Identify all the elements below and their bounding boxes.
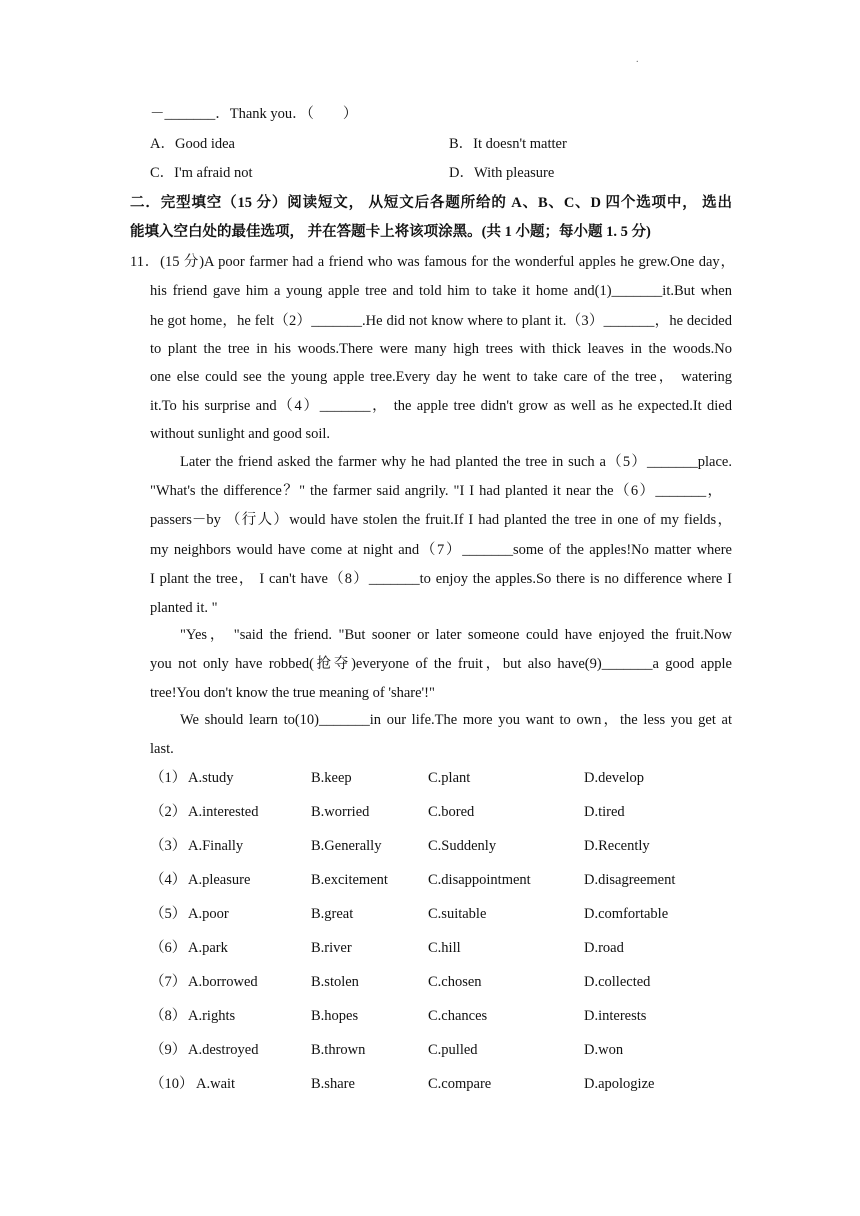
option-b: B.hopes: [311, 1008, 359, 1024]
option-c: C.bored: [428, 804, 475, 820]
passage-line: he got home，he felt（2）_______.He did not know where to plant it.（3）_______，he decided: [150, 313, 732, 329]
option-d: D.apologize: [584, 1076, 655, 1092]
passage-line: planted it. ": [150, 600, 218, 616]
option-a: A.poor: [188, 906, 229, 922]
option-number: （7）: [150, 974, 187, 990]
option-c: C.disappointment: [428, 872, 531, 888]
option-d: D.Recently: [584, 838, 650, 854]
option-a: A.wait: [196, 1076, 236, 1092]
option-a: A.destroyed: [188, 1042, 259, 1058]
option-b: B.great: [311, 906, 354, 922]
option-c: C.pulled: [428, 1042, 478, 1058]
option-a: A.Finally: [188, 838, 244, 854]
passage-line: last.: [150, 741, 174, 757]
passage-line: "What's the difference？" the farmer said angrily. "I I had planted it near the（6）_______，: [150, 483, 722, 499]
option-d: D.tired: [584, 804, 625, 820]
passage-line: my neighbors would have come at night and（7）_______some of the apples!No matter where: [150, 542, 732, 558]
option-number: （2）: [150, 804, 187, 820]
option-a: A.interested: [188, 804, 259, 820]
passage-line: to plant the tree in his woods.There were many high trees with thick leaves in the woods.No: [150, 341, 732, 357]
passage-line: I plant the tree， I can't have（8）_______to enjoy the apples.So there is no difference where I: [150, 571, 732, 587]
option-c: C.plant: [428, 770, 471, 786]
option-d: D.collected: [584, 974, 651, 990]
option-c: C.hill: [428, 940, 461, 956]
option-c: C.suitable: [428, 906, 487, 922]
passage-line: "Yes， "said the friend. "But sooner or later someone could have enjoyed the fruit.Now: [180, 627, 732, 643]
option-number: （8）: [150, 1008, 187, 1024]
q10-option-c: C．I'm afraid not: [150, 165, 253, 181]
option-number: （1）: [150, 770, 187, 786]
passage-line: Later the friend asked the farmer why he had planted the tree in such a（5）_______place.: [180, 454, 732, 470]
passage-line: without sunlight and good soil.: [150, 426, 331, 442]
option-b: B.river: [311, 940, 352, 956]
option-a: A.rights: [188, 1008, 236, 1024]
passage-line: his friend gave him a young apple tree and told him to take it home and(1)_______it.But when: [150, 283, 732, 299]
passage-line: you not only have robbed(抢夺)everyone of the fruit，but also have(9)_______a good apple: [150, 656, 732, 672]
option-c: C.compare: [428, 1076, 492, 1092]
option-number: （3）: [150, 838, 187, 854]
option-b: B.thrown: [311, 1042, 366, 1058]
option-d: D.comfortable: [584, 906, 669, 922]
option-d: D.interests: [584, 1008, 647, 1024]
option-c: C.chances: [428, 1008, 488, 1024]
passage-line: passers－by （行人）would have stolen the fruit.If I had planted the tree in one of my fields，: [150, 512, 732, 528]
option-b: B.excitement: [311, 872, 388, 888]
option-number: （9）: [150, 1042, 187, 1058]
page-marker: .: [636, 54, 639, 65]
option-d: D.disagreement: [584, 872, 676, 888]
option-a: A.pleasure: [188, 872, 251, 888]
passage-line: tree!You don't know the true meaning of 'share'!": [150, 685, 435, 701]
option-d: D.won: [584, 1042, 624, 1058]
option-number: （4）: [150, 872, 187, 888]
option-d: D.road: [584, 940, 624, 956]
q10-prompt: －_______．Thank you．（ ）: [150, 106, 358, 122]
passage-line: it.To his surprise and（4）_______， the apple tree didn't grow as well as he expected.It died: [150, 398, 732, 414]
option-a: A.study: [188, 770, 234, 786]
passage-line: one else could see the young apple tree.Every day he went to take care of the tree， watering: [150, 369, 732, 385]
option-a: A.borrowed: [188, 974, 258, 990]
option-b: B.keep: [311, 770, 352, 786]
option-b: B.share: [311, 1076, 355, 1092]
option-b: B.worried: [311, 804, 370, 820]
option-b: B.stolen: [311, 974, 359, 990]
q10-option-b: B．It doesn't matter: [449, 136, 567, 152]
option-c: C.Suddenly: [428, 838, 497, 854]
option-c: C.chosen: [428, 974, 482, 990]
section-heading-line-2: 能填入空白处的最佳选项， 并在答题卡上将该项涂黑。(共 1 小题；每小题 1. 5 分): [130, 224, 651, 240]
option-number: （6）: [150, 940, 187, 956]
section-heading-line-1: 二．完型填空（15 分）阅读短文， 从短文后各题所给的 A、B、C、D 四个选项中， 选出: [130, 195, 732, 211]
q10-option-d: D．With pleasure: [449, 165, 555, 181]
option-a: A.park: [188, 940, 228, 956]
option-d: D.develop: [584, 770, 644, 786]
option-number: （10）: [150, 1076, 194, 1092]
passage-line: 11．(15 分)A poor farmer had a friend who was famous for the wonderful apples he grew.One day，: [130, 254, 735, 270]
passage-line: We should learn to(10)_______in our life.The more you want to own，the less you get at: [180, 712, 732, 728]
option-number: （5）: [150, 906, 187, 922]
q10-option-a: A．Good idea: [150, 136, 235, 152]
option-b: B.Generally: [311, 838, 382, 854]
